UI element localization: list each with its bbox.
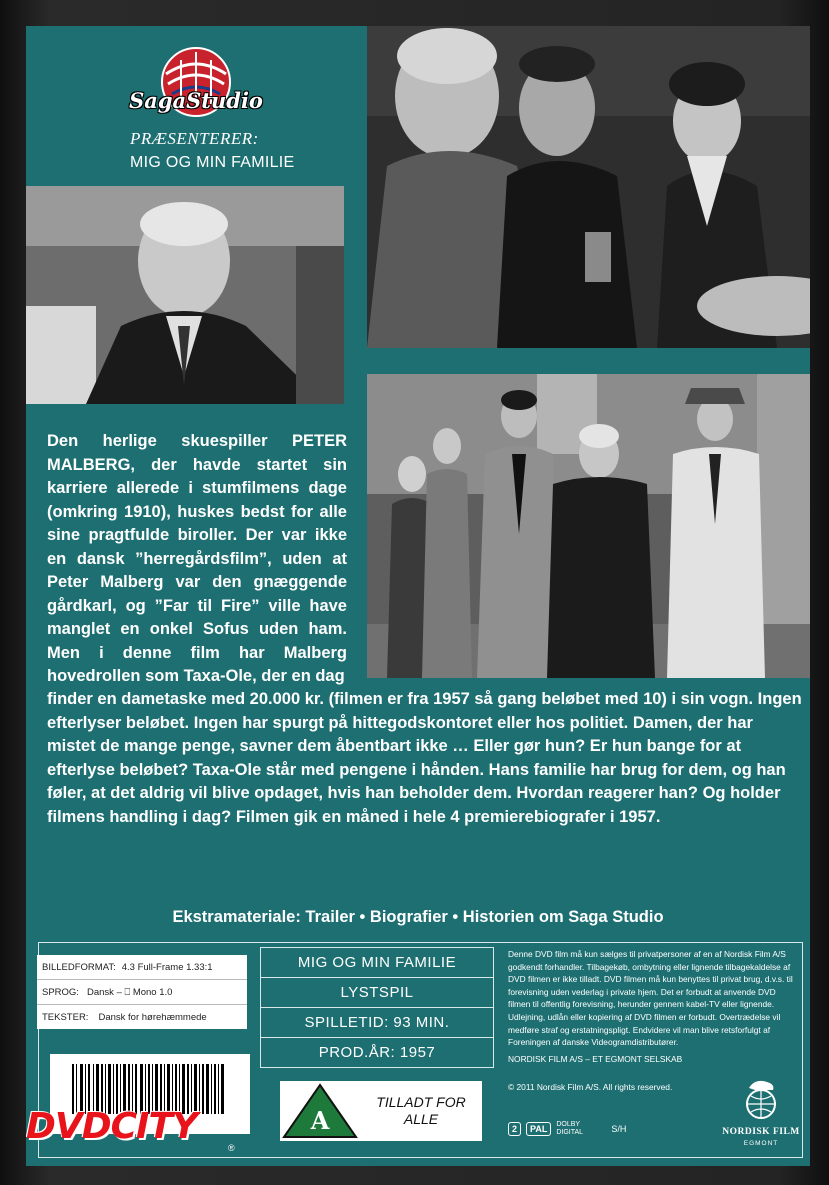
spec-table: [37, 955, 247, 1029]
logo-text: SagaStudio: [129, 88, 263, 113]
film-still-group: [367, 374, 810, 678]
film-still-trio: [367, 26, 810, 348]
info-runtime: SPILLETID: 93 MIN.: [260, 1008, 494, 1038]
spec-row-subtitles: [37, 1005, 247, 1029]
legal-text: Denne DVD film må kun sælges til privatpersoner af en af Nordisk Film A/S godkendt forhandler. Tilbagekøb, ombytning eller lignende tilbagekaldelse af DVD filmen er ikke tilladt. DVD filmen må kun benyttes til privat brug, d.v.s. til forevisning uden vederlag i private hjem. Det er forbudt at anvende DVD filmen til offentlig forevisning, herunder gennem kabel-TV eller lignende. Udlejning, udlån eller kopiering af DVD filmen er forbudt. Overtrædelse vil medføre straf og erstatningspligt. Endvidere vil man blive retsforfulgt af Foreningen af danske Videogramdistributører.: [508, 949, 793, 1048]
registered-mark: ®: [228, 1143, 235, 1153]
spec-row-format: [37, 955, 247, 980]
copyright: © 2011 Nordisk Film A/S. All rights reserved.: [508, 1082, 673, 1092]
spec-row-language: [37, 980, 247, 1005]
extras-list: Ekstramateriale: Trailer • Biografier • Historien om Saga Studio: [172, 908, 664, 926]
film-info-column: [260, 947, 494, 1068]
dvd-back-cover: [26, 26, 810, 1166]
film-still-portrait: [26, 186, 344, 404]
region-badge: 2: [508, 1122, 521, 1136]
spec-value: Dansk for hørehæmmede: [98, 1011, 207, 1023]
description-wide: finder en dametaske med 20.000 kr. (filmen er fra 1957 så gang beløbet med 10) i sin vogn. Ingen efterlyser beløbet. Ingen har spurgt på hittegodskontoret eller hos politiet. Damen, der har mistet de mange penge, savner dem åbentbart ikke … Eller gør hun? Er hun bange for at efterlyse beløbet? Taxa-Ole står med pengene i hånden. Hans familie har brug for dem, og han føler, at det aldrig vil blive opdaget, hvis han beholder dem. Hvordan reagerer han? Og holder filmens handling i dag? Filmen gik en måned i hele 4 premierebiografer i 1957.: [47, 690, 802, 826]
spec-value: Dansk – ⎕ Mono 1.0: [87, 986, 173, 998]
spec-label: TEKSTER:: [42, 1011, 89, 1023]
info-title: MIG OG MIN FAMILIE: [260, 947, 494, 978]
rating-text: TILLADT FOR ALLE: [376, 1094, 466, 1127]
presents-label: PRÆSENTERER:: [130, 129, 259, 148]
age-rating-box: [280, 1081, 482, 1141]
film-title: MIG OG MIN FAMILIE: [130, 154, 295, 171]
dvdcity-watermark: DVDCITY: [26, 1106, 198, 1147]
info-year: PROD.ÅR: 1957: [260, 1038, 494, 1068]
spec-value: 4.3 Full-Frame 1.33:1: [121, 961, 213, 973]
rating-triangle-icon: [280, 1083, 360, 1139]
rating-letter: A: [310, 1106, 330, 1135]
legal-company: NORDISK FILM A/S – ET EGMONT SELSKAB: [508, 1054, 683, 1064]
nordisk-sub: EGMONT: [743, 1140, 779, 1147]
spec-label: SPROG:: [42, 986, 79, 998]
nordisk-film-logo: [716, 1076, 806, 1147]
saga-studio-logo: [126, 44, 266, 124]
spec-label: BILLEDFORMAT:: [42, 961, 116, 973]
subtitle-badge: S/H: [611, 1124, 627, 1134]
info-genre: LYSTSPIL: [260, 978, 494, 1008]
description-narrow: Den herlige skuespiller PETER MALBERG, der havde startet sin karriere allerede i stumfilmens dage (omkring 1910), huskes bedst for alle sine pragtfulde biroller. Der var ikke en dansk ”herregårdsfilm”, uden at Peter Malberg var den gnæggende gårdkarl, og ”Far til Fire” ville have manglet en onkel Sofus uden ham. Men i denne film har Malberg hovedrollen som Taxa-Ole, der en dag: [47, 432, 347, 685]
nordisk-name: NORDISK FILM: [722, 1127, 800, 1137]
dolby-badge: DOLBY DIGITAL: [556, 1121, 584, 1136]
pal-badge: PAL: [526, 1122, 551, 1136]
polar-bear-globe-icon: [741, 1076, 781, 1120]
format-badges: [508, 1121, 626, 1137]
